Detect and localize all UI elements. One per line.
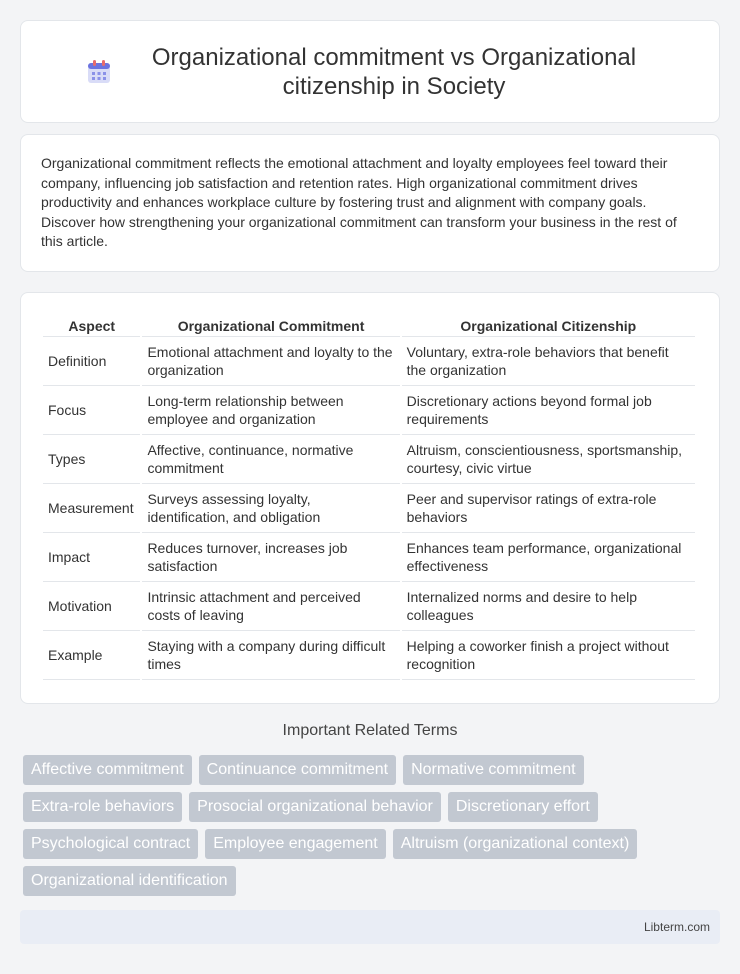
related-term-tag[interactable]: Continuance commitment (199, 755, 396, 785)
row-commitment: Staying with a company during difficult times (142, 631, 399, 680)
tag-row (23, 829, 723, 859)
row-citizenship: Discretionary actions beyond formal job requirements (402, 386, 695, 435)
intro-text: Organizational commitment reflects the emotional attachment and loyalty employees feel toward their company, influencing job satisfaction and retention rates. High organizational commitment drives productivity and enhances workplace culture by fostering trust and alignment with company goals. Discover how strengthening your organizational commitment can transform your business in the rest of this article. (41, 155, 677, 249)
related-terms-tags (23, 755, 723, 903)
row-aspect: Types (43, 435, 140, 484)
row-commitment: Emotional attachment and loyalty to the organization (142, 337, 399, 386)
row-commitment: Surveys assessing loyalty, identification, and obligation (142, 484, 399, 533)
page-title: Organizational commitment vs Organizational citizenship in Society (151, 43, 637, 100)
header-card (20, 20, 720, 123)
related-terms-title: Important Related Terms (282, 722, 458, 739)
related-term-tag[interactable]: Extra-role behaviors (23, 792, 182, 822)
row-aspect: Focus (43, 386, 140, 435)
related-term-tag[interactable]: Psychological contract (23, 829, 198, 859)
row-aspect: Motivation (43, 582, 140, 631)
table-row (43, 533, 695, 582)
tag-row (23, 866, 723, 896)
related-term-tag[interactable]: Organizational identification (23, 866, 236, 896)
intro-card (20, 134, 720, 272)
row-citizenship: Internalized norms and desire to help colleagues (402, 582, 695, 631)
header-commitment: Organizational Commitment (142, 313, 399, 337)
row-commitment: Reduces turnover, increases job satisfaction (142, 533, 399, 582)
related-term-tag[interactable]: Prosocial organizational behavior (189, 792, 441, 822)
table-row (43, 631, 695, 680)
comparison-table-card (20, 292, 720, 704)
row-citizenship: Voluntary, extra-role behaviors that benefit the organization (402, 337, 695, 386)
related-term-tag[interactable]: Normative commitment (403, 755, 583, 785)
row-citizenship: Altruism, conscientiousness, sportsmanship, courtesy, civic virtue (402, 435, 695, 484)
row-commitment: Intrinsic attachment and perceived costs of leaving (142, 582, 399, 631)
calendar-icon (86, 59, 112, 85)
table-row (43, 435, 695, 484)
comparison-table (41, 313, 697, 680)
tag-row (23, 755, 723, 785)
footer-site-link[interactable]: Libterm.com (643, 920, 710, 934)
related-term-tag[interactable]: Affective commitment (23, 755, 192, 785)
tag-row (23, 792, 723, 822)
table-row (43, 337, 695, 386)
table-header-row (43, 313, 695, 337)
table-row (43, 386, 695, 435)
row-citizenship: Peer and supervisor ratings of extra-role behaviors (402, 484, 695, 533)
row-aspect: Definition (43, 337, 140, 386)
row-aspect: Impact (43, 533, 140, 582)
related-term-tag[interactable]: Discretionary effort (448, 792, 598, 822)
table-row (43, 582, 695, 631)
table-row (43, 484, 695, 533)
related-term-tag[interactable]: Altruism (organizational context) (393, 829, 638, 859)
row-aspect: Measurement (43, 484, 140, 533)
related-term-tag[interactable]: Employee engagement (205, 829, 386, 859)
header-inner (86, 43, 654, 101)
row-citizenship: Enhances team performance, organizational effectiveness (402, 533, 695, 582)
footer (20, 910, 720, 944)
row-commitment: Long-term relationship between employee and organization (142, 386, 399, 435)
row-commitment: Affective, continuance, normative commitment (142, 435, 399, 484)
header-citizenship: Organizational Citizenship (402, 313, 695, 337)
header-aspect: Aspect (43, 313, 140, 337)
row-citizenship: Helping a coworker finish a project without recognition (402, 631, 695, 680)
row-aspect: Example (43, 631, 140, 680)
